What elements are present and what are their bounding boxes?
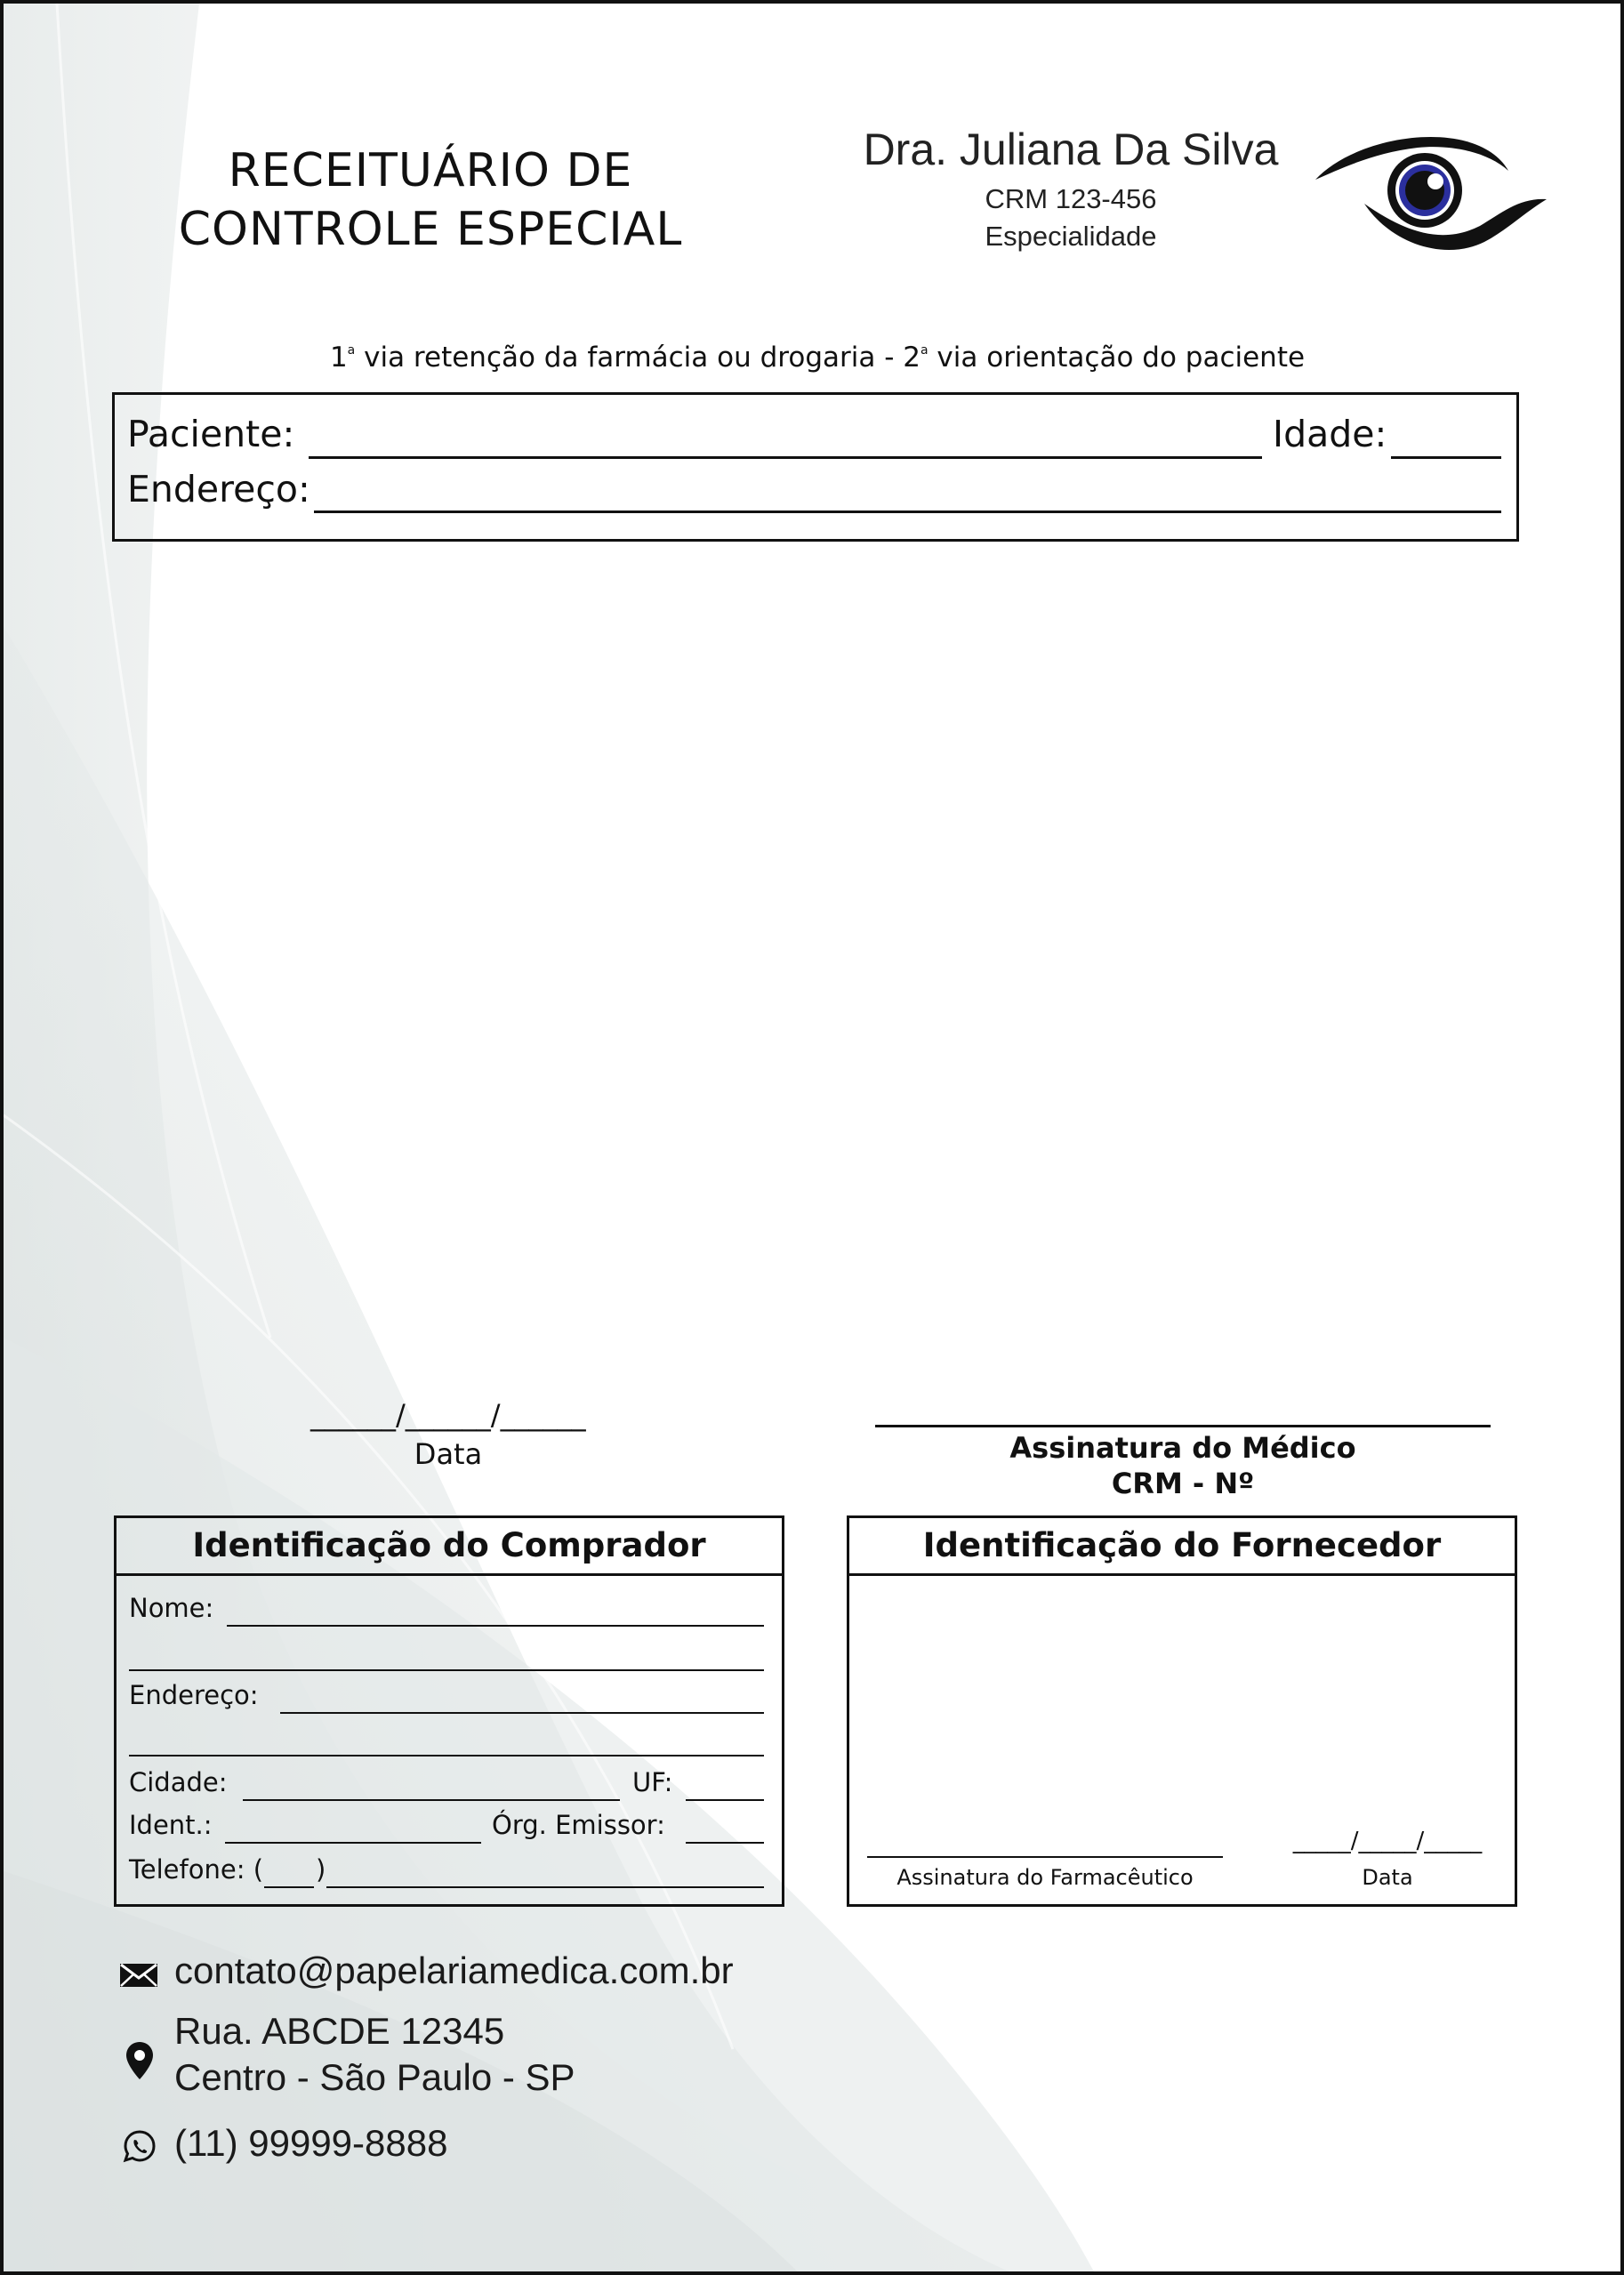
patient-label: Paciente:	[127, 413, 295, 455]
buyer-phone-paren: )	[316, 1854, 326, 1885]
location-pin-icon	[125, 2040, 155, 2081]
doctor-name: Dra. Juliana Da Silva	[863, 125, 1279, 174]
buyer-city-label: Cidade:	[129, 1767, 228, 1797]
doctor-signature-line[interactable]	[875, 1425, 1491, 1427]
via-part-3: via orientação do paciente	[928, 342, 1306, 374]
via-sup-2: a	[920, 343, 929, 358]
buyer-phone-area-field[interactable]	[264, 1860, 314, 1888]
patient-address-field[interactable]	[314, 477, 1501, 513]
document-title	[128, 141, 733, 259]
buyer-id-field[interactable]	[225, 1815, 481, 1844]
buyer-name-field-continued[interactable]	[129, 1643, 764, 1671]
doctor-signature-label	[875, 1430, 1491, 1501]
buyer-address-label: Endereço:	[129, 1680, 259, 1710]
buyer-city-field[interactable]	[243, 1773, 620, 1801]
patient-name-field[interactable]	[309, 422, 1262, 459]
buyer-address-field-continued[interactable]	[129, 1728, 764, 1756]
buyer-name-label: Nome:	[129, 1593, 214, 1623]
title-line-1: RECEITUÁRIO DE	[228, 144, 633, 197]
buyer-uf-field[interactable]	[686, 1773, 764, 1801]
buyer-uf-label: UF:	[632, 1767, 673, 1797]
copy-instructions	[110, 342, 1524, 374]
contact-address-line-1: Rua. ABCDE 12345	[174, 2010, 505, 2052]
age-field[interactable]	[1391, 422, 1501, 459]
buyer-name-field[interactable]	[227, 1598, 764, 1627]
age-label: Idade:	[1273, 413, 1387, 455]
address-label: Endereço:	[127, 468, 310, 510]
eye-icon	[1311, 128, 1551, 261]
supplier-date-label: Data	[1362, 1865, 1413, 1890]
buyer-phone-label: Telefone: (	[129, 1854, 264, 1885]
buyer-issuer-field[interactable]	[686, 1815, 764, 1844]
crm-number-label: CRM - Nº	[1111, 1467, 1255, 1500]
buyer-issuer-label: Órg. Emissor:	[492, 1810, 665, 1840]
contact-phone[interactable]: (11) 99999-8888	[174, 2122, 448, 2164]
via-part-2: via retenção da farmácia ou drogaria - 2	[355, 342, 921, 374]
supplier-identification-box	[847, 1515, 1517, 1907]
contact-address-line-2: Centro - São Paulo - SP	[174, 2056, 575, 2098]
title-line-2: CONTROLE ESPECIAL	[178, 203, 683, 256]
buyer-id-label: Ident.:	[129, 1810, 213, 1840]
supplier-heading: Identificação do Fornecedor	[849, 1518, 1515, 1576]
pharmacist-signature-label: Assinatura do Farmacêutico	[896, 1865, 1194, 1890]
buyer-identification-box	[114, 1515, 784, 1907]
whatsapp-icon	[123, 2129, 157, 2163]
via-part-1: 1	[329, 342, 348, 374]
prescription-date-field[interactable]: ______/______/______	[310, 1398, 586, 1432]
buyer-address-field[interactable]	[280, 1685, 764, 1714]
doctor-crm: CRM 123-456	[985, 183, 1157, 214]
contact-email[interactable]: contato@papelariamedica.com.br	[174, 1949, 734, 1991]
date-label: Data	[414, 1437, 483, 1471]
doctor-specialty: Especialidade	[985, 221, 1157, 252]
supplier-date-field[interactable]: _____/_____/_____	[1292, 1828, 1483, 1854]
pharmacist-signature-line[interactable]	[867, 1854, 1223, 1858]
doctor-sign-text: Assinatura do Médico	[1009, 1431, 1356, 1465]
via-sup-1: a	[347, 343, 356, 358]
patient-info-box	[112, 392, 1519, 542]
buyer-phone-field[interactable]	[326, 1860, 764, 1888]
envelope-icon	[119, 1960, 158, 1989]
buyer-heading: Identificação do Comprador	[117, 1518, 782, 1576]
